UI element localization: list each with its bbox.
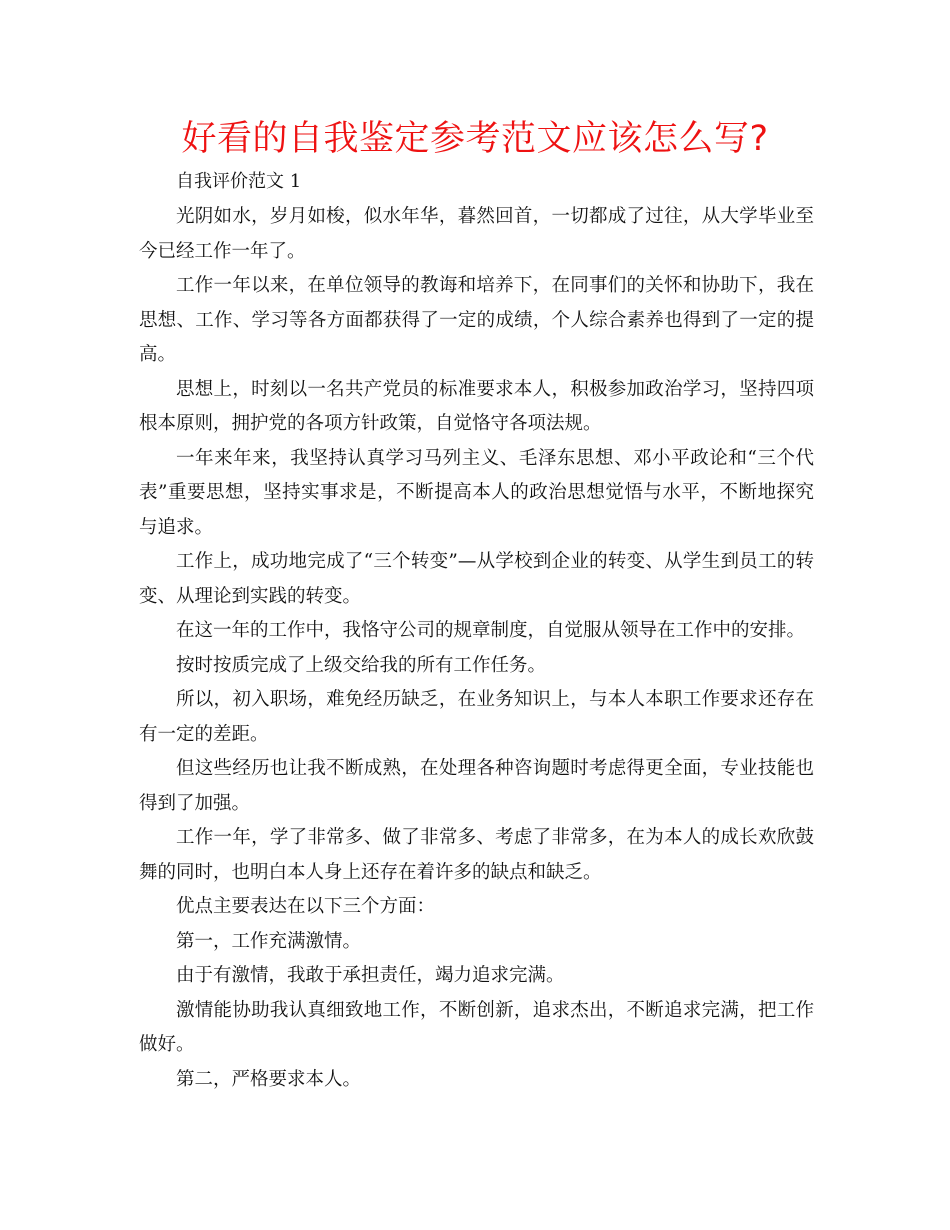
document-body [139, 200, 814, 1097]
document-subtitle: 自我评价范文 1 [176, 171, 302, 192]
paragraph: 优点主要表达在以下三个方面： [176, 896, 436, 917]
paragraph: 第二，严格要求本人。 [176, 1068, 362, 1090]
paragraph: 由于有激情，我敢于承担责任，竭力追求完满。 [176, 965, 565, 986]
paragraph: 思想上，时刻以一名共产党员的标准要求本人，积极参加政治学习，坚持四项根本原则，拥护党的各项方针政策，自觉恪守各项法规。 [139, 378, 814, 434]
paragraph: 第一，工作充满激情。 [176, 930, 362, 952]
paragraph: 一年来年来，我坚持认真学习马列主义、毛泽东思想、邓小平政论和“三个代表”重要思想，坚持实事求是，不断提高本人的政治思想觉悟与水平，不断地探究与追求。 [139, 447, 814, 538]
document-title: 好看的自我鉴定参考范文应该怎么写? [181, 119, 769, 159]
paragraph: 工作一年以来，在单位领导的教诲和培养下，在同事们的关怀和协助下，我在思想、工作、学习等各方面都获得了一定的成绩，个人综合素养也得到了一定的提高。 [139, 275, 814, 365]
paragraph: 工作上，成功地完成了“三个转变”—从学校到企业的转变、从学生到员工的转变、从理论到实践的转变。 [139, 551, 814, 607]
paragraph: 激情能协助我认真细致地工作，不断创新，追求杰出，不断追求完满，把工作做好。 [139, 999, 814, 1055]
paragraph: 按时按质完成了上级交给我的所有工作任务。 [176, 654, 547, 676]
paragraph: 光阴如水，岁月如梭，似水年华，暮然回首，一切都成了过往，从大学毕业至今已经工作一年了。 [139, 206, 814, 262]
paragraph: 工作一年，学了非常多、做了非常多、考虑了非常多，在为本人的成长欢欣鼓舞的同时，也明白本人身上还存在着许多的缺点和缺乏。 [139, 827, 814, 883]
paragraph: 在这一年的工作中，我恪守公司的规章制度，自觉服从领导在工作中的安排。 [176, 620, 806, 641]
paragraph: 但这些经历也让我不断成熟，在处理各种咨询题时考虑得更全面，专业技能也得到了加强。 [139, 758, 814, 814]
paragraph: 所以，初入职场，难免经历缺乏，在业务知识上，与本人本职工作要求还存在有一定的差距。 [139, 689, 814, 745]
